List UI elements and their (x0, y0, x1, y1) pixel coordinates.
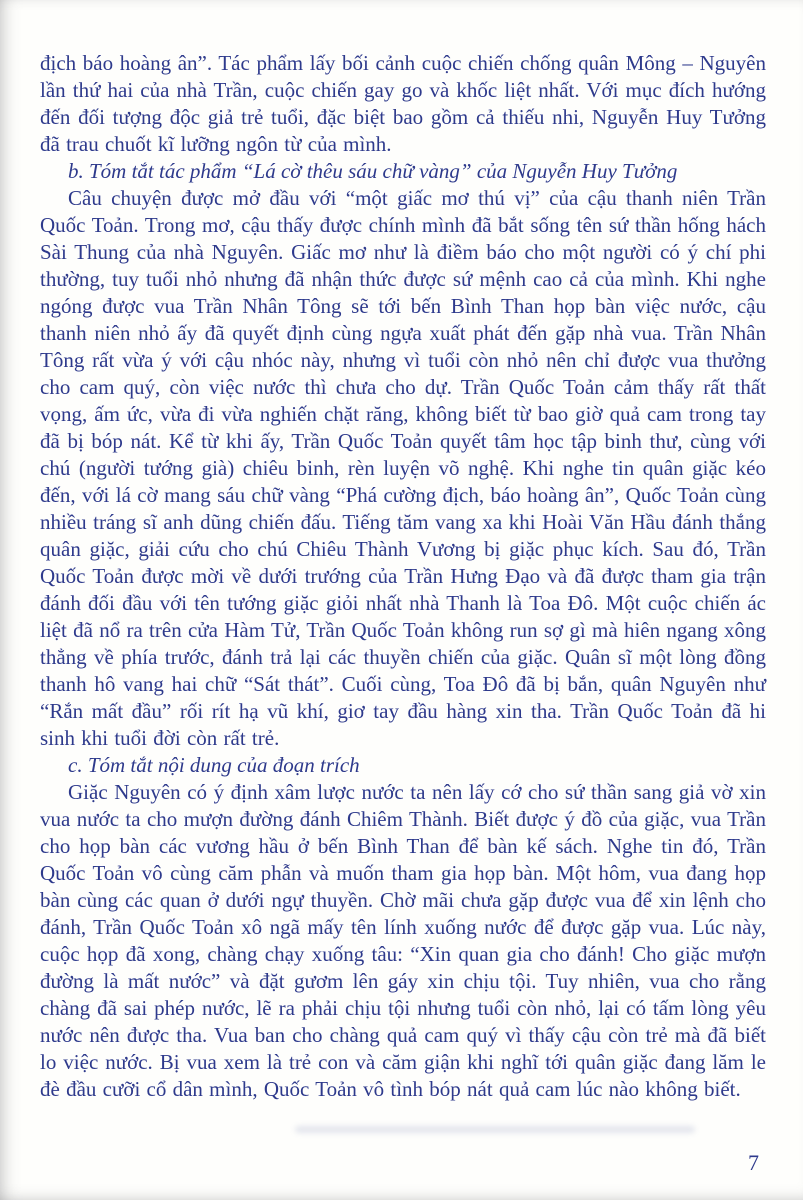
page-number: 7 (748, 1150, 759, 1175)
heading-summary-of-work: b. Tóm tắt tác phẩm “Lá cờ thêu sáu chữ vàng” của Nguyễn Huy Tưởng (68, 159, 678, 183)
paragraph-work-context: địch báo hoàng ân”. Tác phẩm lấy bối cảnh cuộc chiến chống quân Mông – Nguyên lần thứ hai của nhà Trần, cuộc chiến gay go và khốc liệt nhất. Với mục đích hướng đến đối tượng độc giả trẻ tuổi, đặc biệt bao gồm cả thiếu nhi, Nguyễn Huy Tưởng đã trau chuốt kĩ lưỡng ngôn từ của mình. (40, 51, 766, 156)
heading-summary-of-excerpt: c. Tóm tắt nội dung của đoạn trích (68, 753, 360, 777)
paragraph-excerpt-summary: Giặc Nguyên có ý định xâm lược nước ta nên lấy cớ cho sứ thần sang giả vờ xin vua nước ta cho mượn đường đánh Chiêm Thành. Biết được ý đồ của giặc, vua Trần cho họp bàn các vương hầu ở bến Bình Than để bàn kế sách. Nghe tin đó, Trần Quốc Toản vô cùng căm phẫn và muốn tham gia họp bàn. Một hôm, vua đang họp bàn cùng các quan ở dưới ngự thuyền. Chờ mãi chưa gặp được vua để xin lệnh cho đánh, Trần Quốc Toản xô ngã mấy tên lính xuống nước để được gặp vua. Lúc này, cuộc họp đã xong, chàng chạy xuống tâu: “Xin quan gia cho đánh! Cho giặc mượn đường là mất nước” và đặt gươm lên gáy xin chịu tội. Tuy nhiên, vua cho rằng chàng đã sai phép nước, lẽ ra phải chịu tội nhưng tuổi còn nhỏ, lại có tấm lòng yêu nước nên được tha. Vua ban cho chàng quả cam quý vì thấy cậu còn trẻ mà đã biết lo việc nước. Bị vua xem là trẻ con và căm giận khi nghĩ tới quân giặc đang lăm le đè đầu cưỡi cổ dân mình, Quốc Toản vô tình bóp nát quả cam lúc nào không biết. (40, 780, 766, 1101)
page-content (40, 50, 766, 1103)
scan-smudge-artifact (295, 1126, 695, 1133)
paragraph-work-summary: Câu chuyện được mở đầu với “một giấc mơ thú vị” của cậu thanh niên Trần Quốc Toản. Trong mơ, cậu thấy được chính mình đã bắt sống tên sứ thần hống hách Sài Thung của nhà Nguyên. Giấc mơ như là điềm báo cho một người có ý chí phi thường, tuy tuổi nhỏ nhưng đã nhận thức được sứ mệnh cao cả của mình. Khi nghe ngóng được vua Trần Nhân Tông sẽ tới bến Bình Than họp bàn việc nước, cậu thanh niên nhỏ ấy đã quyết định cùng ngựa xuất phát đến gặp nhà vua. Trần Nhân Tông rất vừa ý với cậu nhóc này, nhưng vì tuổi còn nhỏ nên chỉ được vua thưởng cho cam quý, còn việc nước thì chưa cho dự. Trần Quốc Toản cảm thấy rất thất vọng, ấm ức, vừa đi vừa nghiến chặt răng, không biết từ bao giờ quả cam trong tay đã bị bóp nát. Kể từ khi ấy, Trần Quốc Toản quyết tâm học tập binh thư, cùng với chú (người tướng già) chiêu binh, rèn luyện võ nghệ. Khi nghe tin quân giặc kéo đến, với lá cờ mang sáu chữ vàng “Phá cường địch, báo hoàng ân”, Quốc Toản cùng nhiều tráng sĩ anh dũng chiến đấu. Tiếng tăm vang xa khi Hoài Văn Hầu đánh thắng quân giặc, giải cứu cho chú Chiêu Thành Vương bị giặc phục kích. Sau đó, Trần Quốc Toản được mời về dưới trướng của Trần Hưng Đạo và đã được tham gia trận đánh đối đầu với tên tướng giặc giỏi nhất nhà Thanh là Toa Đô. Một cuộc chiến ác liệt đã nổ ra trên cửa Hàm Tử, Trần Quốc Toản không run sợ gì mà hiên ngang xông thẳng về phía trước, đánh trả lại các thuyền chiến của giặc. Quân sĩ một lòng đồng thanh hô vang hai chữ “Sát thát”. Cuối cùng, Toa Đô đã bị bắn, quân Nguyên như “Rắn mất đầu” rối rít hạ vũ khí, giơ tay đầu hàng xin tha. Trần Quốc Toản đã hi sinh khi tuổi đời còn rất trẻ. (40, 186, 766, 750)
